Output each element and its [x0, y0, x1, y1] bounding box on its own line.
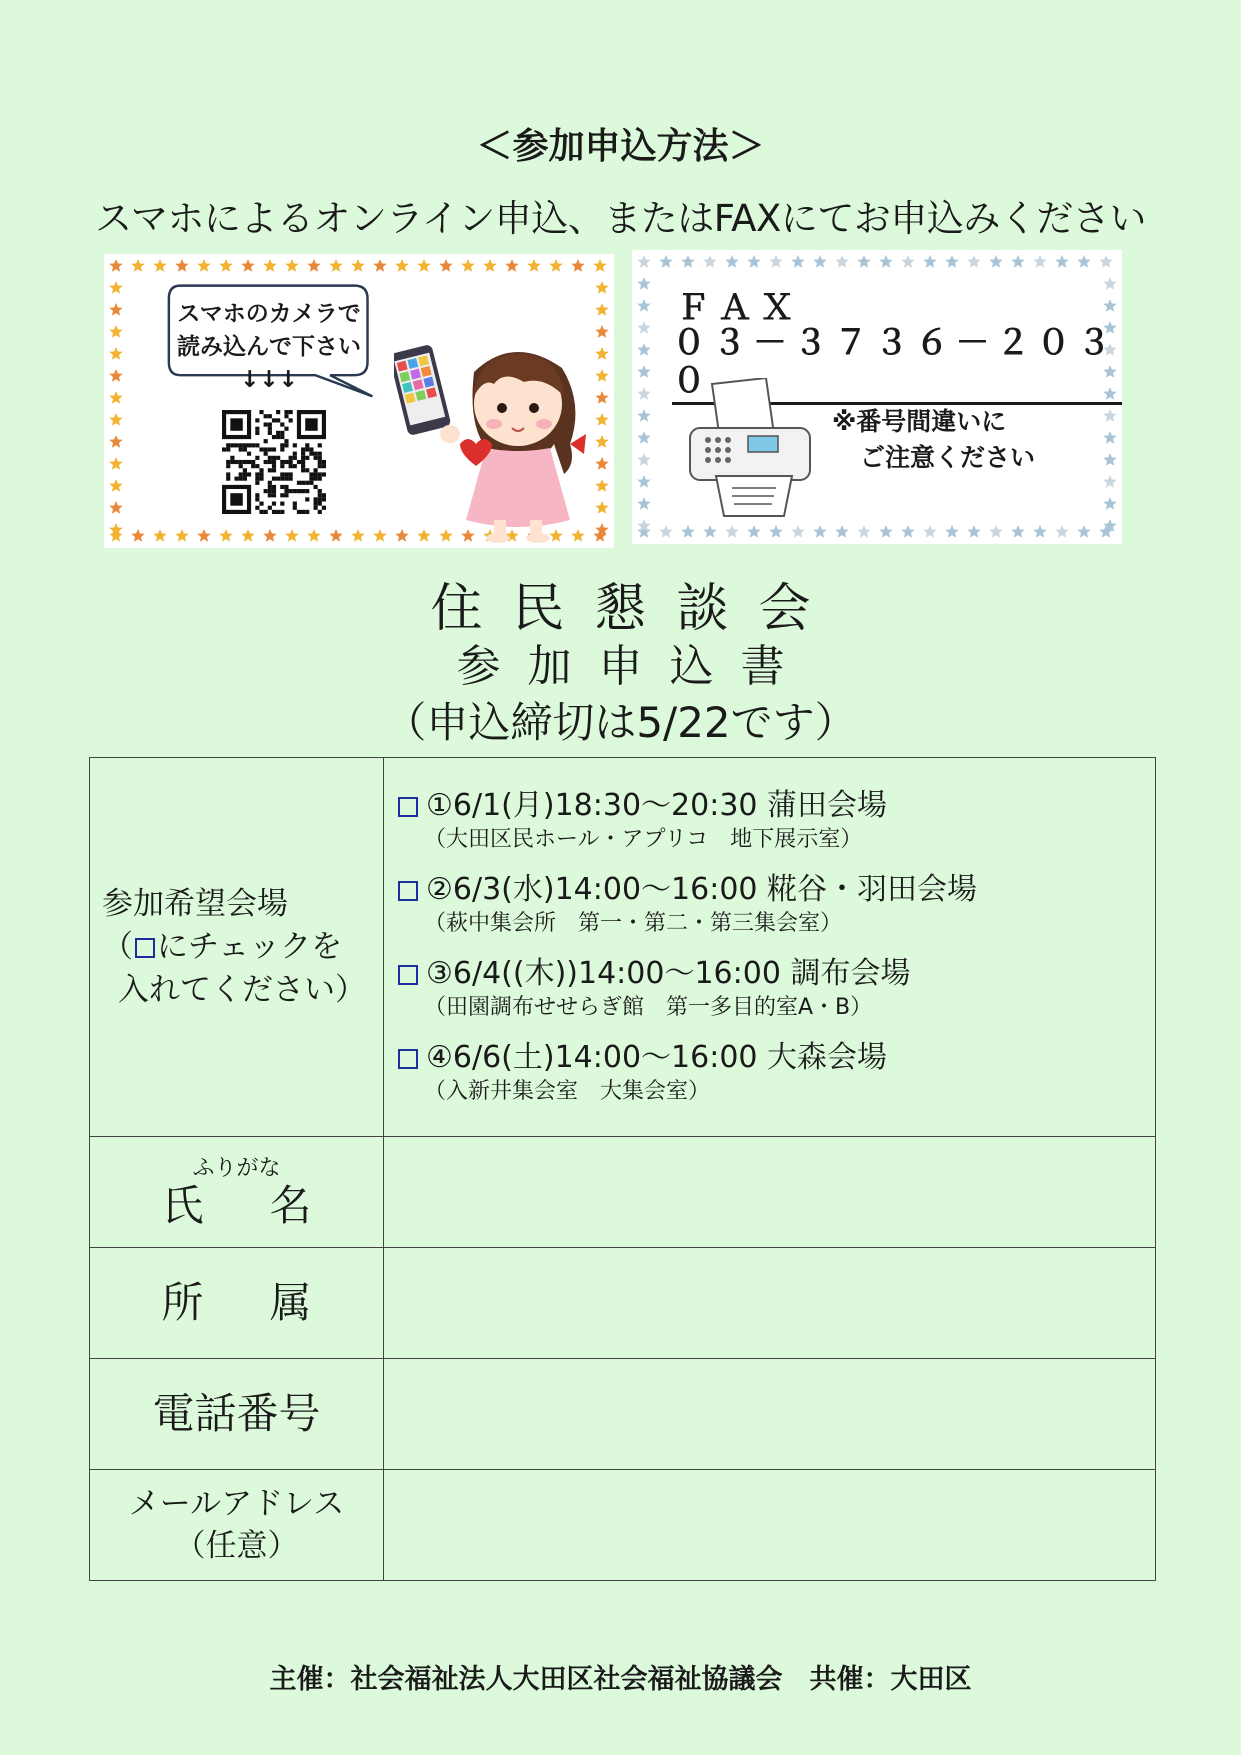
fax-panel — [632, 250, 1122, 544]
star-decoration — [967, 255, 980, 268]
star-decoration — [109, 369, 122, 382]
email-label-cell — [90, 1470, 384, 1581]
star-decoration — [131, 259, 144, 272]
star-decoration — [595, 325, 608, 338]
checkbox[interactable] — [398, 1049, 418, 1069]
star-decoration — [461, 259, 474, 272]
star-decoration — [395, 259, 408, 272]
affiliation-label-cell — [90, 1248, 384, 1359]
star-decoration — [351, 259, 364, 272]
venue-label: 参加希望会場 — [102, 885, 288, 922]
star-decoration — [835, 525, 848, 538]
application-form — [89, 757, 1156, 1581]
star-decoration — [1011, 255, 1024, 268]
star-decoration — [945, 525, 958, 538]
affiliation-row — [90, 1248, 1156, 1359]
furigana-label: ふりがな — [192, 1156, 281, 1181]
star-decoration — [373, 529, 386, 542]
star-decoration — [109, 259, 122, 272]
venue-option-place: （大田区民ホール・アプリコ 地下展示室） — [424, 827, 863, 852]
star-decoration — [989, 255, 1002, 268]
name-row — [90, 1137, 1156, 1248]
star-decoration — [637, 387, 650, 400]
star-decoration — [109, 413, 122, 426]
star-decoration — [637, 409, 650, 422]
star-decoration — [791, 525, 804, 538]
section-heading: ＜参加申込方法＞ — [476, 126, 765, 167]
star-decoration — [109, 435, 122, 448]
star-decoration — [1099, 255, 1112, 268]
star-decoration — [1103, 475, 1116, 488]
venue-options-cell — [384, 758, 1156, 1137]
star-decoration — [109, 457, 122, 470]
star-decoration — [1077, 255, 1090, 268]
star-decoration — [109, 479, 122, 492]
venue-option-main: ③6/4((木))14:00～16:00 調布会場 — [426, 956, 911, 991]
star-decoration — [241, 529, 254, 542]
checkbox[interactable] — [398, 881, 418, 901]
checkbox[interactable] — [398, 965, 418, 985]
email-row — [90, 1470, 1156, 1581]
star-decoration — [703, 255, 716, 268]
star-decoration — [989, 525, 1002, 538]
star-decoration — [1103, 431, 1116, 444]
star-decoration — [923, 255, 936, 268]
star-decoration — [595, 501, 608, 514]
star-decoration — [637, 453, 650, 466]
star-decoration — [637, 365, 650, 378]
star-decoration — [329, 529, 342, 542]
venue-row — [90, 758, 1156, 1137]
venue-option-place: （田園調布せせらぎ館 第一多目的室A・B） — [424, 995, 873, 1020]
star-decoration — [637, 475, 650, 488]
venue-option[interactable] — [384, 955, 1155, 1023]
email-field[interactable] — [384, 1470, 1156, 1581]
form-subtitle: 参加申込書 — [456, 641, 812, 692]
name-field[interactable] — [384, 1137, 1156, 1248]
star-decoration — [595, 347, 608, 360]
star-decoration — [659, 255, 672, 268]
star-decoration — [703, 525, 716, 538]
fax-machine-icon — [688, 378, 814, 518]
star-decoration — [923, 525, 936, 538]
star-decoration — [263, 259, 276, 272]
form-title: 住民懇談会 — [430, 579, 841, 639]
star-decoration — [945, 255, 958, 268]
star-decoration — [857, 525, 870, 538]
star-decoration — [307, 259, 320, 272]
star-decoration — [857, 255, 870, 268]
email-optional-label: （任意） — [174, 1528, 299, 1564]
name-label: 氏名 — [161, 1181, 378, 1230]
venue-instruction-text: にチェックを — [157, 928, 343, 965]
star-decoration — [175, 259, 188, 272]
fax-number: ０３－３７３６－２０３０ — [672, 324, 1122, 405]
star-decoration — [747, 525, 760, 538]
bubble-line2: 読み込んで下さい — [177, 334, 361, 360]
star-decoration — [595, 413, 608, 426]
star-decoration — [1103, 299, 1116, 312]
star-decoration — [109, 303, 122, 316]
paren-open: （ — [102, 928, 133, 965]
fax-caution-note — [832, 404, 1082, 476]
star-decoration — [1055, 525, 1068, 538]
phone-field[interactable] — [384, 1359, 1156, 1470]
qr-code[interactable] — [222, 410, 326, 514]
star-decoration — [593, 259, 606, 272]
star-decoration — [351, 529, 364, 542]
star-decoration — [153, 529, 166, 542]
star-decoration — [637, 343, 650, 356]
star-decoration — [725, 525, 738, 538]
venue-instruction-line3: 入れてください） — [118, 971, 366, 1008]
star-decoration — [747, 255, 760, 268]
star-decoration — [1103, 277, 1116, 290]
star-decoration — [637, 321, 650, 334]
star-decoration — [549, 259, 562, 272]
bubble-arrows: ↓↓↓ — [240, 367, 298, 393]
star-decoration — [835, 255, 848, 268]
venue-option-place: （入新井集会室 大集会室） — [424, 1079, 711, 1104]
star-decoration — [197, 259, 210, 272]
star-decoration — [1033, 525, 1046, 538]
star-decoration — [1077, 525, 1090, 538]
bubble-line1: スマホのカメラで — [177, 301, 361, 327]
star-decoration — [595, 303, 608, 316]
star-decoration — [307, 529, 320, 542]
star-decoration — [595, 391, 608, 404]
star-decoration — [879, 255, 892, 268]
star-decoration — [219, 529, 232, 542]
fax-note-line1: ※番号間違いに — [832, 407, 1007, 436]
star-decoration — [595, 479, 608, 492]
venue-option-place: （萩中集会所 第一・第二・第三集会室） — [424, 911, 843, 936]
star-decoration — [219, 259, 232, 272]
star-decoration — [769, 525, 782, 538]
fax-label: ＦＡＸ — [676, 288, 802, 328]
star-decoration — [725, 255, 738, 268]
venue-option[interactable] — [384, 871, 1155, 939]
star-decoration — [901, 525, 914, 538]
venue-option-main: ②6/3(水)14:00～16:00 糀谷・羽田会場 — [426, 872, 978, 907]
star-decoration — [595, 435, 608, 448]
bubble-text — [146, 298, 392, 397]
girl-with-phone-illustration — [394, 324, 594, 544]
fax-note-line2: ご注意ください — [860, 443, 1036, 472]
star-decoration — [681, 525, 694, 538]
star-decoration — [1103, 453, 1116, 466]
star-decoration — [1011, 525, 1024, 538]
star-decoration — [109, 281, 122, 294]
checkbox[interactable] — [398, 797, 418, 817]
star-decoration — [901, 255, 914, 268]
star-decoration — [175, 529, 188, 542]
venue-option-main: ①6/1(月)18:30～20:30 蒲田会場 — [426, 788, 888, 823]
star-decoration — [813, 525, 826, 538]
star-decoration — [109, 501, 122, 514]
qr-panel — [104, 254, 614, 548]
star-decoration — [637, 431, 650, 444]
star-decoration — [109, 347, 122, 360]
star-decoration — [967, 525, 980, 538]
email-label: メールアドレス — [128, 1486, 345, 1522]
star-decoration — [439, 259, 452, 272]
star-decoration — [153, 259, 166, 272]
checkbox-sample-icon — [135, 938, 155, 958]
star-decoration — [527, 259, 540, 272]
deadline-text: （申込締切は5/22です） — [384, 698, 857, 747]
star-decoration — [595, 369, 608, 382]
star-decoration — [637, 277, 650, 290]
star-decoration — [879, 525, 892, 538]
star-decoration — [595, 457, 608, 470]
star-decoration — [769, 255, 782, 268]
affiliation-field[interactable] — [384, 1248, 1156, 1359]
star-decoration — [813, 255, 826, 268]
star-decoration — [1055, 255, 1068, 268]
star-decoration — [373, 259, 386, 272]
star-decoration — [791, 255, 804, 268]
star-decoration — [681, 255, 694, 268]
star-decoration — [241, 259, 254, 272]
star-decoration — [505, 259, 518, 272]
star-decoration — [571, 259, 584, 272]
phone-row — [90, 1359, 1156, 1470]
application-method-text: スマホによるオンライン申込、またはFAXにてお申込みください — [95, 197, 1146, 240]
star-decoration — [637, 299, 650, 312]
name-label-cell — [90, 1137, 384, 1248]
star-decoration — [197, 529, 210, 542]
star-decoration — [659, 525, 672, 538]
star-decoration — [637, 255, 650, 268]
star-decoration — [417, 259, 430, 272]
star-decoration — [1103, 409, 1116, 422]
star-decoration — [285, 259, 298, 272]
phone-label-cell — [90, 1359, 384, 1470]
star-decoration — [329, 259, 342, 272]
star-decoration — [109, 391, 122, 404]
star-decoration — [595, 281, 608, 294]
star-decoration — [483, 259, 496, 272]
star-decoration — [1033, 255, 1046, 268]
venue-instruction — [102, 926, 383, 969]
star-decoration — [637, 497, 650, 510]
affiliation-label: 所属 — [161, 1278, 378, 1327]
star-decoration — [285, 529, 298, 542]
venue-option[interactable] — [384, 787, 1155, 855]
venue-label-cell — [90, 758, 384, 1137]
venue-option[interactable] — [384, 1039, 1155, 1107]
organizer-footer: 主催：社会福祉法人大田区社会福祉協議会 共催：大田区 — [269, 1664, 972, 1695]
venue-option-main: ④6/6(土)14:00～16:00 大森会場 — [426, 1040, 888, 1075]
phone-label: 電話番号 — [152, 1389, 321, 1438]
star-decoration — [131, 529, 144, 542]
star-decoration — [263, 529, 276, 542]
star-decoration — [109, 325, 122, 338]
star-decoration — [1103, 497, 1116, 510]
